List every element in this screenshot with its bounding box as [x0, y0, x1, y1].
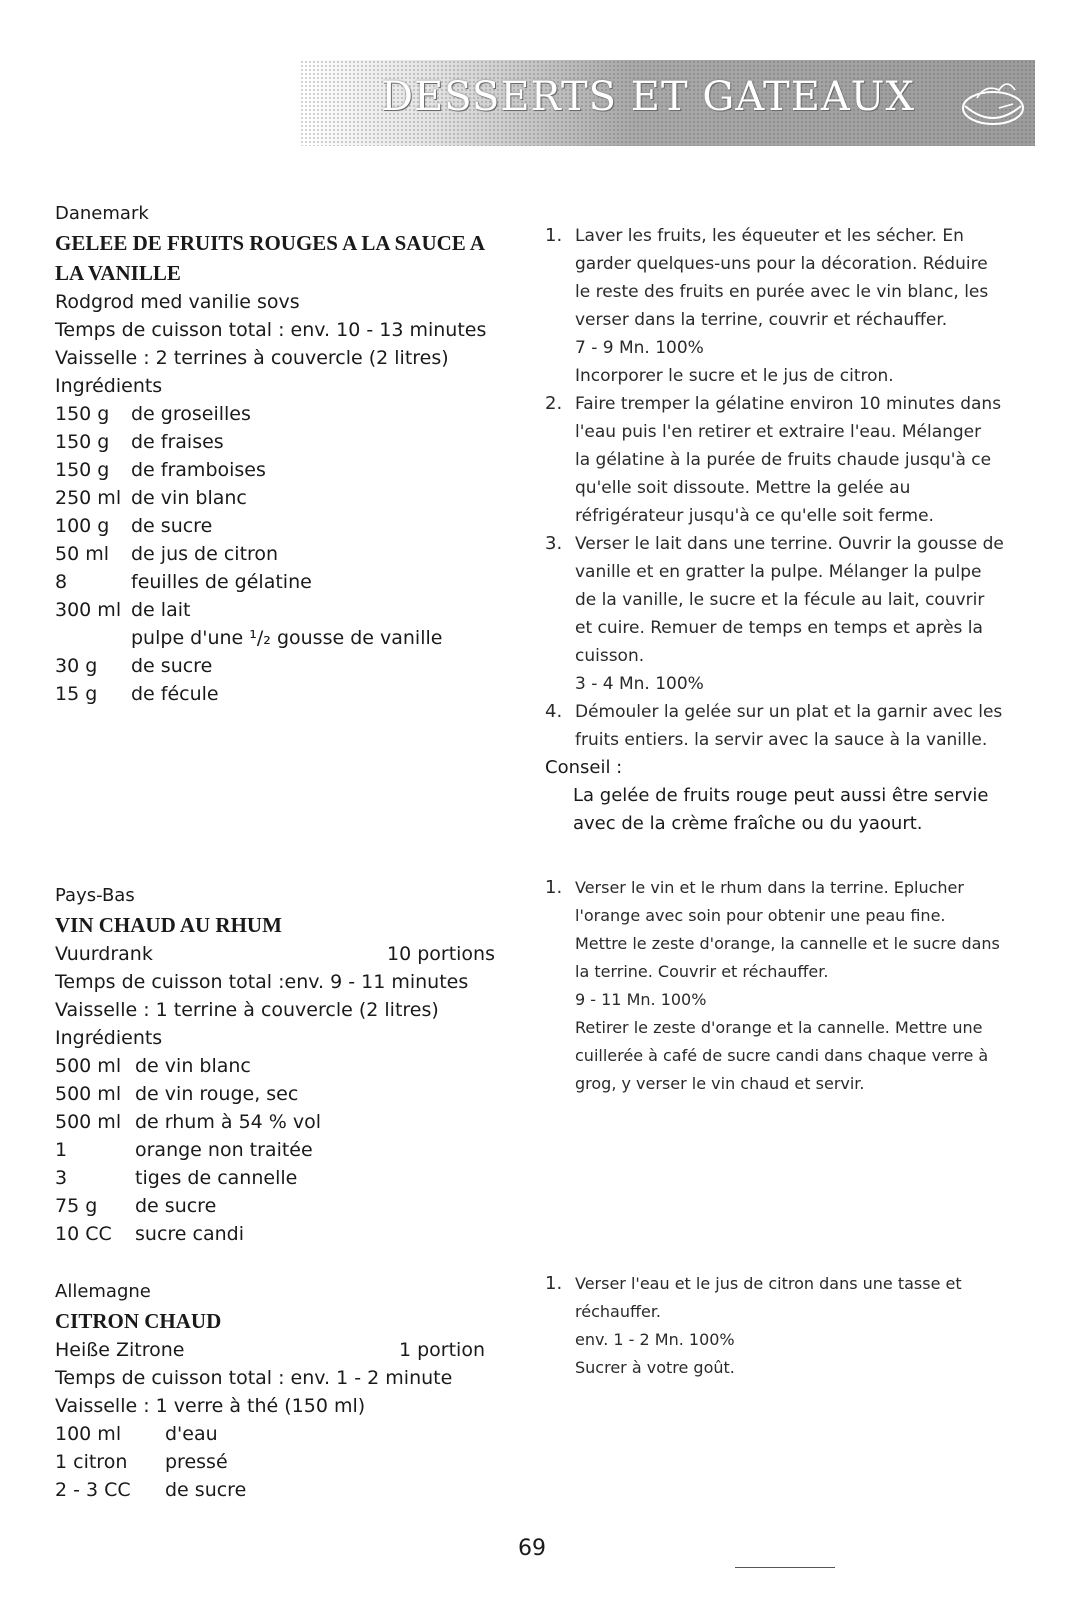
ingredient-quantity: 1 — [55, 1139, 68, 1161]
step-text: 9 - 11 Mn. 100% — [575, 990, 707, 1009]
step-number: 1. — [545, 225, 563, 246]
ingredient-quantity: 30 g — [55, 655, 98, 677]
vessel: Vaisselle : 1 terrine à couvercle (2 litres) — [55, 999, 439, 1021]
cooking-time: Temps de cuisson total :env. 9 - 11 minutes — [55, 971, 469, 993]
recipe-subtitle: Vuurdrank — [55, 943, 153, 965]
step-text: et cuire. Remuer de temps en temps et après la — [575, 618, 983, 638]
ingredient-quantity: 300 ml — [55, 599, 122, 621]
ingredient-row — [55, 1164, 495, 1192]
ingredient-quantity: 3 — [55, 1167, 68, 1189]
ingredient-quantity — [55, 624, 131, 652]
step-text: qu'elle soit dissoute. Mettre la gelée au — [575, 478, 911, 498]
step-text: Démouler la gelée sur un plat et la garnir avec les — [575, 702, 1003, 722]
subtitle-row — [55, 1336, 485, 1364]
ingredient-quantity: 500 ml — [55, 1055, 122, 1077]
step-number: 1. — [545, 877, 563, 898]
ingredients-label: Ingrédients — [55, 1027, 163, 1049]
ingredient-quantity: 150 g — [55, 459, 110, 481]
page-number: 69 — [518, 1536, 546, 1561]
ingredient-row — [55, 1080, 495, 1108]
step-text: verser dans la terrine, couvrir et réchauffer. — [575, 310, 948, 330]
step — [545, 530, 1025, 698]
ingredient-desc: de sucre — [165, 1479, 247, 1501]
tip-text: La gelée de fruits rouge peut aussi être servie — [573, 785, 989, 806]
ingredient-list — [55, 1420, 485, 1504]
ingredient-quantity: 2 - 3 CC — [55, 1479, 131, 1501]
ingredient-list — [55, 400, 525, 708]
recipe-country: Danemark — [55, 203, 149, 224]
ingredient-desc: de vin rouge, sec — [135, 1083, 299, 1105]
ingredient-quantity: 150 g — [55, 403, 110, 425]
recipe-title: CITRON CHAUD — [55, 1309, 222, 1333]
ingredient-row — [55, 652, 525, 680]
ingredient-desc: de sucre — [131, 515, 213, 537]
ingredient-row — [55, 456, 525, 484]
ingredient-quantity: 75 g — [55, 1195, 98, 1217]
step-text: Retirer le zeste d'orange et la cannelle. Mettre une — [575, 1018, 983, 1037]
recipe-country: Pays-Bas — [55, 885, 135, 906]
ingredient-quantity: 250 ml — [55, 487, 122, 509]
step — [545, 1270, 1025, 1382]
ingredient-row — [55, 1052, 495, 1080]
ingredient-row — [55, 428, 525, 456]
step — [545, 222, 1025, 390]
step-text: garder quelques-uns pour la décoration. Réduire — [575, 254, 988, 274]
ingredient-quantity: 1 citron — [55, 1451, 128, 1473]
step-text: vanille et en gratter la pulpe. Mélanger la pulpe — [575, 562, 982, 582]
ingredient-desc: pulpe d'une ¹/₂ gousse de vanille — [131, 627, 443, 649]
recipe-2-info — [55, 882, 495, 1248]
ingredient-row — [55, 1448, 485, 1476]
footer-divider — [735, 1567, 835, 1568]
portions: 10 portions — [386, 943, 495, 965]
section-title: DESSERTS ET GATEAUX — [381, 74, 915, 120]
ingredient-row — [55, 624, 525, 652]
recipe-title: LA VANILLE — [55, 261, 181, 285]
ingredient-desc: de lait — [131, 599, 191, 621]
step-number: 2. — [545, 393, 563, 414]
step-text: Faire tremper la gélatine environ 10 minutes dans — [575, 394, 1002, 414]
step-text: la gélatine à la purée de fruits chaude jusqu'à ce — [575, 450, 992, 470]
ingredient-desc: de vin blanc — [131, 487, 247, 509]
ingredient-desc: sucre candi — [135, 1223, 244, 1245]
step-text: l'orange avec soin pour obtenir une peau fine. — [575, 906, 946, 925]
ingredient-quantity: 50 ml — [55, 543, 110, 565]
step-text: de la vanille, le sucre et la fécule au lait, couvrir — [575, 590, 985, 610]
step-text: Mettre le zeste d'orange, la cannelle et le sucre dans — [575, 934, 1000, 953]
ingredient-desc: de vin blanc — [135, 1055, 251, 1077]
step-text: la terrine. Couvrir et réchauffer. — [575, 962, 829, 981]
ingredient-row — [55, 596, 525, 624]
ingredient-quantity: 8 — [55, 571, 68, 593]
ingredient-desc: de framboises — [131, 459, 266, 481]
cooking-time: Temps de cuisson total : env. 1 - 2 minute — [55, 1367, 453, 1389]
ingredient-desc: de jus de citron — [131, 543, 279, 565]
recipe-title: GELEE DE FRUITS ROUGES A LA SAUCE A — [55, 231, 486, 255]
ingredient-list — [55, 1052, 495, 1248]
step-text: Incorporer le sucre et le jus de citron. — [575, 366, 894, 386]
recipe-country: Allemagne — [55, 1281, 151, 1302]
step-text: cuillerée à café de sucre candi dans chaque verre à — [575, 1046, 989, 1065]
step-number: 4. — [545, 701, 563, 722]
tip-label: Conseil : — [545, 757, 623, 778]
step-text: 7 - 9 Mn. 100% — [575, 338, 704, 358]
ingredient-row — [55, 1192, 495, 1220]
ingredient-row — [55, 1136, 495, 1164]
ingredient-row — [55, 400, 525, 428]
ingredient-desc: d'eau — [165, 1423, 218, 1445]
ingredient-quantity: 10 CC — [55, 1223, 112, 1245]
step-text: 3 - 4 Mn. 100% — [575, 674, 704, 694]
ingredient-quantity: 500 ml — [55, 1111, 122, 1133]
ingredient-row — [55, 512, 525, 540]
recipe-3-info — [55, 1278, 485, 1504]
step-text: Sucrer à votre goût. — [575, 1358, 735, 1377]
step-text: cuisson. — [575, 646, 645, 666]
ingredient-desc: de groseilles — [131, 403, 251, 425]
ingredient-row — [55, 1108, 495, 1136]
ingredient-row — [55, 1220, 495, 1248]
step-text: le reste des fruits en purée avec le vin blanc, les — [575, 282, 989, 302]
ingredient-desc: orange non traitée — [135, 1139, 313, 1161]
ingredient-desc: de fraises — [131, 431, 224, 453]
vessel: Vaisselle : 2 terrines à couvercle (2 litres) — [55, 347, 449, 369]
step-text: réfrigérateur jusqu'à ce qu'elle soit ferme. — [575, 506, 934, 526]
step-number: 1. — [545, 1273, 563, 1294]
ingredient-quantity: 500 ml — [55, 1083, 122, 1105]
step-text: Verser le vin et le rhum dans la terrine. Eplucher — [575, 878, 964, 897]
vessel: Vaisselle : 1 verre à thé (150 ml) — [55, 1395, 366, 1417]
ingredients-label: Ingrédients — [55, 375, 163, 397]
ingredient-desc: feuilles de gélatine — [131, 571, 312, 593]
ingredient-desc: de fécule — [131, 683, 219, 705]
portions: 1 portion — [398, 1339, 485, 1361]
ingredient-desc: de sucre — [131, 655, 213, 677]
recipe-subtitle: Heiße Zitrone — [55, 1339, 185, 1361]
ingredient-row — [55, 568, 525, 596]
step-text: Verser l'eau et le jus de citron dans une tasse et — [575, 1274, 962, 1293]
step-text: Laver les fruits, les équeuter et les sécher. En — [575, 226, 964, 246]
recipe-1-info — [55, 200, 525, 708]
recipe-1-steps — [545, 222, 1025, 838]
step-text: réchauffer. — [575, 1302, 662, 1321]
ingredient-row — [55, 1476, 485, 1504]
ingredient-row — [55, 540, 525, 568]
ingredient-quantity: 100 g — [55, 515, 110, 537]
step — [545, 390, 1025, 530]
ingredient-row — [55, 484, 525, 512]
recipe-2-steps — [545, 874, 1025, 1098]
tip-text: avec de la crème fraîche ou du yaourt. — [573, 813, 923, 834]
step-text: fruits entiers. la servir avec la sauce à la vanille. — [575, 730, 988, 750]
step-number: 3. — [545, 533, 563, 554]
step — [545, 874, 1025, 1098]
ingredient-desc: pressé — [165, 1451, 228, 1473]
ingredient-desc: de rhum à 54 % vol — [135, 1111, 322, 1133]
ingredient-quantity: 100 ml — [55, 1423, 122, 1445]
ingredient-quantity: 15 g — [55, 683, 98, 705]
cooking-time: Temps de cuisson total : env. 10 - 13 minutes — [55, 319, 487, 341]
step-text: grog, y verser le vin chaud et servir. — [575, 1074, 865, 1093]
ingredient-row — [55, 680, 525, 708]
section-banner — [300, 60, 1035, 146]
dessert-bowl-icon — [955, 68, 1031, 138]
step — [545, 698, 1025, 754]
step-text: env. 1 - 2 Mn. 100% — [575, 1330, 735, 1349]
subtitle-row — [55, 940, 495, 968]
ingredient-desc: de sucre — [135, 1195, 217, 1217]
ingredient-row — [55, 1420, 485, 1448]
recipe-title: VIN CHAUD AU RHUM — [55, 913, 282, 937]
ingredient-quantity: 150 g — [55, 431, 110, 453]
ingredient-desc: tiges de cannelle — [135, 1167, 298, 1189]
step-text: Verser le lait dans une terrine. Ouvrir la gousse de — [575, 534, 1004, 554]
recipe-subtitle: Rodgrod med vanilie sovs — [55, 291, 300, 313]
step-text: l'eau puis l'en retirer et extraire l'eau. Mélanger — [575, 422, 982, 442]
recipe-3-steps — [545, 1270, 1025, 1382]
